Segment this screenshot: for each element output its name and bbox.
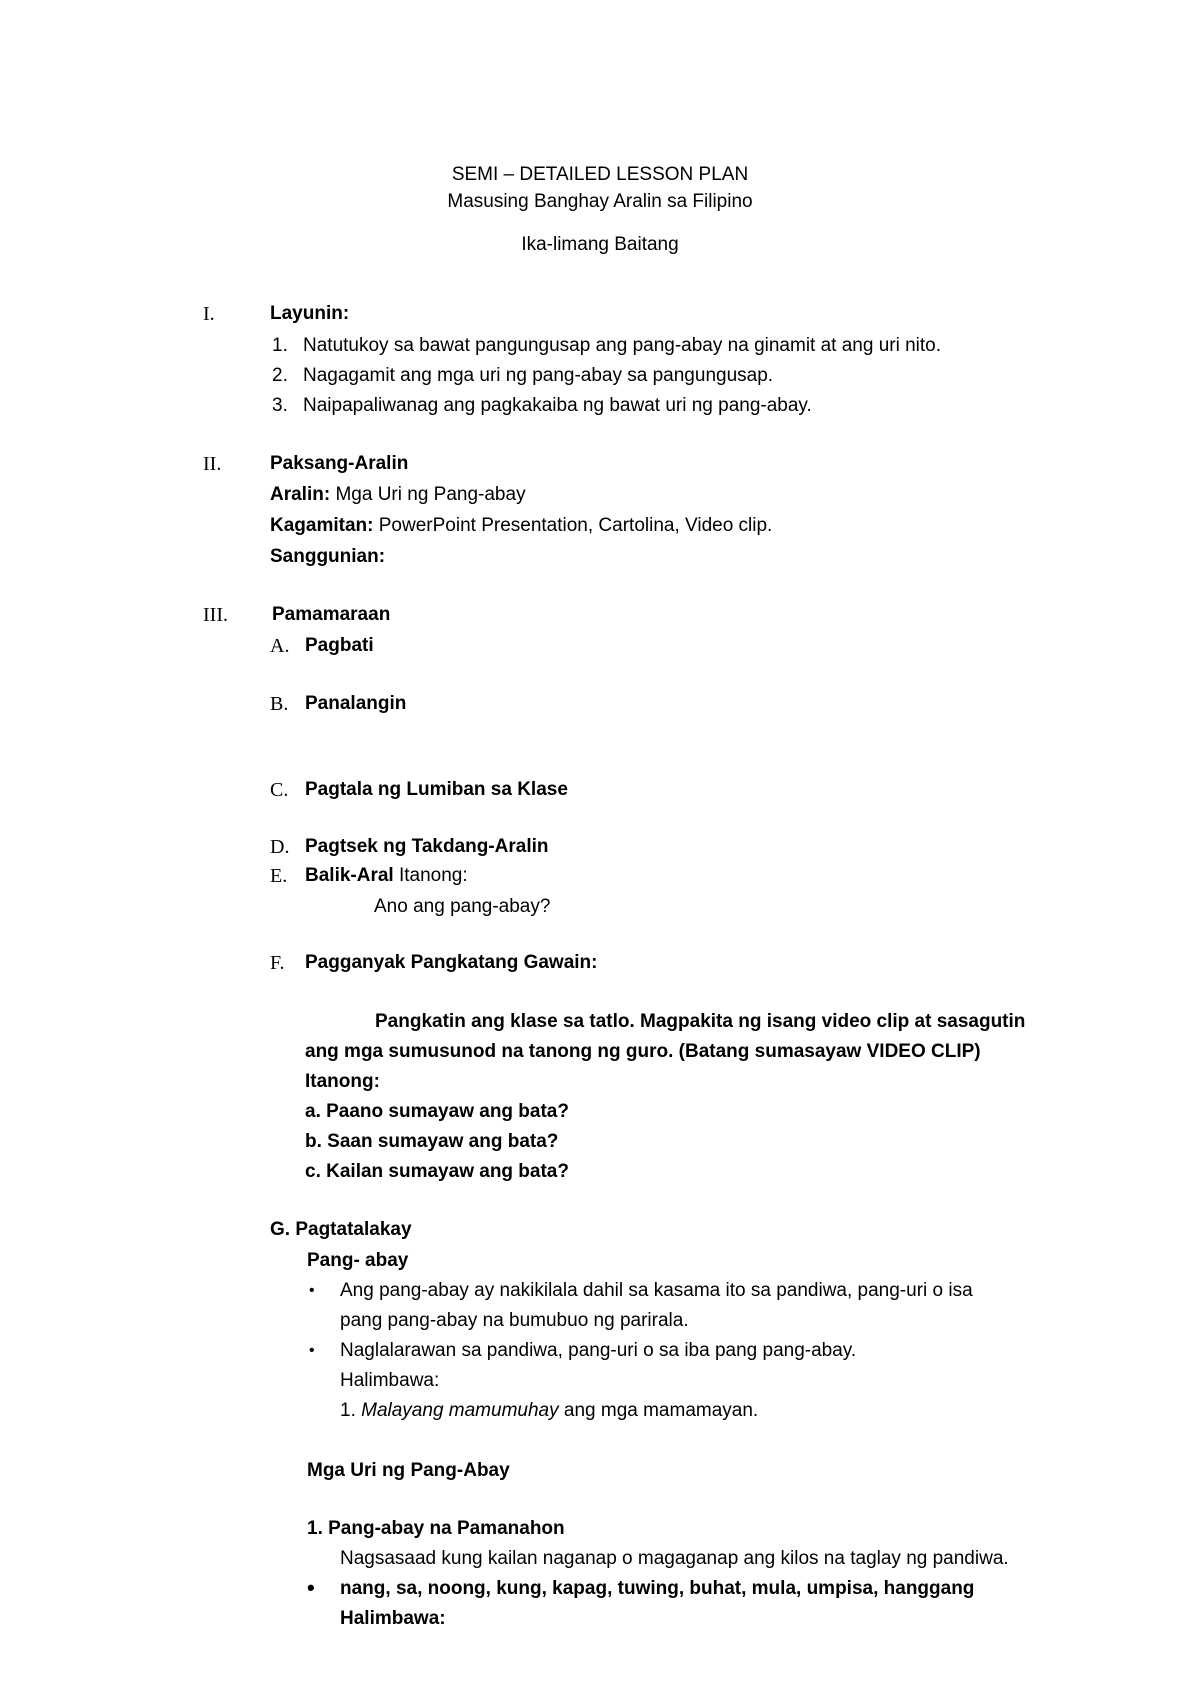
doc-title: SEMI – DETAILED LESSON PLAN	[451, 164, 749, 185]
step-balik-aral	[305, 864, 468, 888]
section-heading-layunin: Layunin:	[270, 303, 350, 324]
halimbawa-label: Halimbawa:	[340, 1370, 440, 1391]
list-item-text: Naipapaliwanag ang pagkakaiba ng bawat uri ng pang-abay.	[303, 395, 812, 416]
list-item-text: Natutukoy sa bawat pangungusap ang pang-abay na ginamit at ang uri nito.	[303, 335, 942, 356]
aralin-line	[270, 483, 526, 507]
section-numeral-1: I.	[203, 303, 215, 325]
example-number: 1.	[340, 1400, 362, 1421]
bullet-icon: •	[309, 1342, 315, 1359]
uri-1-heading: 1. Pang-abay na Pamanahon	[307, 1518, 565, 1539]
step-letter: E.	[270, 865, 288, 887]
step-letter: B.	[270, 693, 289, 715]
uri-1-halimbawa: Halimbawa:	[340, 1608, 446, 1629]
bullet-text: Ang pang-abay ay nakikilala dahil sa kasama ito sa pandiwa, pang-uri o isa	[340, 1280, 973, 1301]
step-pagtala: Pagtala ng Lumiban sa Klase	[305, 779, 568, 800]
list-item-number: 3.	[272, 395, 288, 416]
kagamitan-line	[270, 514, 772, 538]
bullet-text-continued: pang pang-abay na bumubuo ng parirala.	[340, 1310, 689, 1331]
kagamitan-label: Kagamitan:	[270, 515, 374, 536]
kagamitan-value: PowerPoint Presentation, Cartolina, Video clip.	[373, 515, 773, 536]
step-pagbati: Pagbati	[305, 635, 374, 656]
pang-abay-subheading: Pang- abay	[307, 1250, 409, 1271]
step-letter: A.	[270, 635, 290, 657]
pagganyak-itanong: Itanong:	[305, 1071, 380, 1092]
uri-1-description: Nagsasaad kung kailan naganap o magaganap ang kilos na taglay ng pandiwa.	[340, 1548, 1009, 1569]
doc-subtitle: Masusing Banghay Aralin sa Filipino	[447, 191, 753, 212]
example-rest: ang mga mamamayan.	[558, 1400, 759, 1421]
example-italic: Malayang mamumuhay	[361, 1400, 559, 1421]
aralin-label: Aralin:	[270, 484, 331, 505]
list-item-text: Nagagamit ang mga uri ng pang-abay sa pangungusap.	[303, 365, 774, 386]
bullet-icon: •	[307, 1575, 315, 1600]
uri-heading: Mga Uri ng Pang-Abay	[307, 1460, 510, 1481]
list-item-number: 1.	[272, 335, 288, 356]
step-panalangin: Panalangin	[305, 693, 407, 714]
pagtatalakay-heading: G. Pagtatalakay	[270, 1219, 412, 1240]
pagganyak-question: b. Saan sumayaw ang bata?	[305, 1131, 559, 1152]
itanong-label: Itanong:	[393, 865, 468, 886]
grade-level: Ika-limang Baitang	[521, 234, 679, 255]
bullet-text: Naglalarawan sa pandiwa, pang-uri o sa iba pang pang-abay.	[340, 1340, 857, 1361]
bullet-icon: •	[309, 1282, 315, 1299]
section-heading-pamamaraan: Pamamaraan	[272, 604, 391, 625]
balik-aral-question: Ano ang pang-abay?	[374, 896, 551, 917]
section-numeral-2: II.	[203, 453, 222, 475]
section-numeral-3: III.	[203, 604, 228, 626]
pagganyak-line-1: Pangkatin ang klase sa tatlo. Magpakita ng isang video clip at sasagutin	[375, 1011, 1026, 1032]
sanggunian-label: Sanggunian:	[270, 546, 386, 567]
step-pagganyak: Pagganyak Pangkatang Gawain:	[305, 952, 598, 973]
step-letter: C.	[270, 779, 289, 801]
section-heading-paksang-aralin: Paksang-Aralin	[270, 453, 409, 474]
example-sentence	[340, 1399, 758, 1423]
step-letter: D.	[270, 836, 290, 858]
pagganyak-question: a. Paano sumayaw ang bata?	[305, 1101, 569, 1122]
aralin-value: Mga Uri ng Pang-abay	[330, 484, 526, 505]
uri-1-words: nang, sa, noong, kung, kapag, tuwing, buhat, mula, umpisa, hanggang	[340, 1578, 975, 1599]
pagganyak-line-2: ang mga sumusunod na tanong ng guro. (Batang sumasayaw VIDEO CLIP)	[305, 1041, 981, 1062]
step-letter: F.	[270, 952, 285, 974]
pagganyak-question: c. Kailan sumayaw ang bata?	[305, 1161, 569, 1182]
balik-aral-label: Balik-Aral	[305, 865, 394, 886]
step-pagtsek: Pagtsek ng Takdang-Aralin	[305, 836, 549, 857]
list-item-number: 2.	[272, 365, 288, 386]
